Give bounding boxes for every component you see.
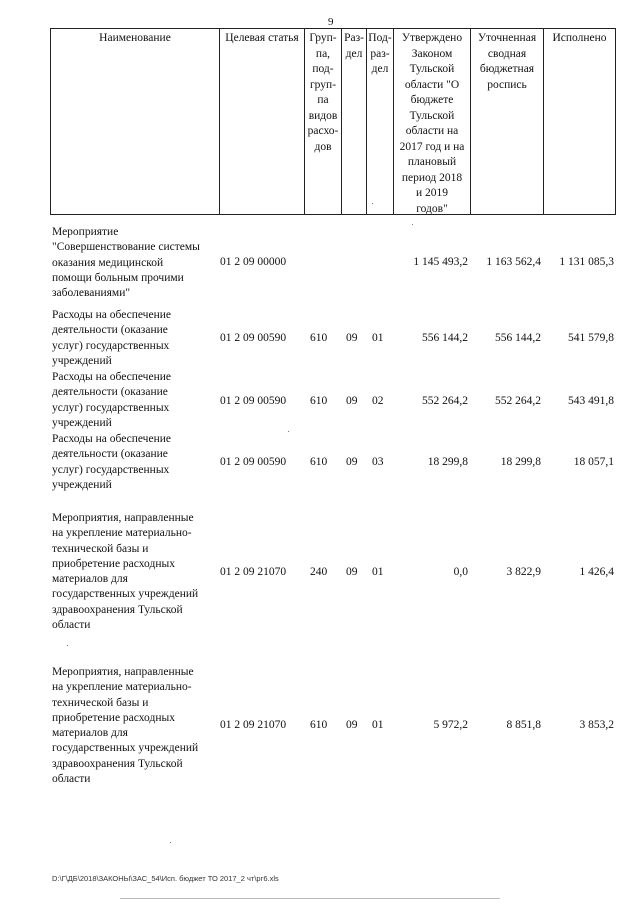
header-refined: Уточненная сводная бюджетная роспись [477,32,537,91]
row-group: 610 [310,332,328,344]
row-name: Расходы на обеспечение деятельности (оказание услуг) государственных учреждений [52,309,171,367]
scan-speck [67,645,68,646]
row-group: 240 [310,566,328,578]
row-executed: 541 579,8 [568,332,614,344]
row-refined: 556 144,2 [495,332,541,344]
row-target: 01 2 09 00590 [220,332,287,344]
row-refined: 552 264,2 [495,395,541,407]
row-name: Мероприятия, направленные на укрепление материально- технической базы и приобретение расходных материалов для государственных учреждений здравоохранения Тульской области [52,512,199,632]
row-approved: 552 264,2 [422,395,468,407]
row-executed: 1 426,4 [579,566,614,578]
row-approved: 0,0 [453,566,468,578]
row-subsection: 02 [372,395,384,407]
row-executed: 1 131 085,3 [559,256,614,268]
row-refined: 18 299,8 [500,456,541,468]
row-section: 09 [346,332,358,344]
header-section: Раз- дел [344,32,364,60]
header-name: Наименование [99,32,171,44]
row-refined: 1 163 562,4 [486,256,541,268]
row-refined: 3 822,9 [506,566,541,578]
row-executed: 18 057,1 [573,456,614,468]
row-group: 610 [310,395,328,407]
scan-artifact-line [120,898,500,899]
row-subsection: 01 [372,719,384,731]
row-executed: 3 853,2 [579,719,614,731]
row-name: Мероприятие "Совершенствование системы оказания медицинской помощи больным прочими заболеваниями" [52,226,200,300]
row-approved: 1 145 493,2 [413,256,468,268]
row-group: 610 [310,456,328,468]
row-target: 01 2 09 21070 [220,566,287,578]
file-path-footer: D:\Г\ДБ\2018\ЗАКОНЫ\ЗАС_54\Исп. бюджет ТО 2017_2 чт\рг6.xls [52,874,279,883]
row-section: 09 [346,719,358,731]
row-target: 01 2 09 00590 [220,395,287,407]
row-subsection: 01 [372,332,384,344]
row-name: Расходы на обеспечение деятельности (оказание услуг) государственных учреждений [52,371,171,429]
header-subsection: Под- раз- дел [368,32,392,75]
row-approved: 5 972,2 [433,719,468,731]
row-section: 09 [346,395,358,407]
row-subsection: 03 [372,456,384,468]
row-refined: 8 851,8 [506,719,541,731]
row-section: 09 [346,566,358,578]
row-section: 09 [346,456,358,468]
scan-speck [372,203,373,204]
header-executed: Исполнено [552,32,607,44]
header-approved: Утверждено Законом Тульской области "О бюджете Тульской области на 2017 год и на плановый период 2018 и 2019 годов" [399,32,465,215]
row-subsection: 01 [372,566,384,578]
scan-speck [288,431,289,432]
row-target: 01 2 09 00590 [220,456,287,468]
header-expense-group: Груп- па, под- груп- па видов расхо- дов [307,32,339,153]
row-target: 01 2 09 00000 [220,256,287,268]
page-number: 9 [328,16,334,28]
row-name: Мероприятия, направленные на укрепление материально- технической базы и приобретение расходных материалов для государственных учреждений здравоохранения Тульской области [52,666,199,786]
row-executed: 543 491,8 [568,395,614,407]
row-target: 01 2 09 21070 [220,719,287,731]
row-approved: 18 299,8 [427,456,468,468]
header-target-article: Целевая статья [225,32,299,44]
row-group: 610 [310,719,328,731]
row-approved: 556 144,2 [422,332,468,344]
scan-speck [170,842,171,843]
row-name: Расходы на обеспечение деятельности (оказание услуг) государственных учреждений [52,433,171,491]
scan-speck [412,224,413,225]
